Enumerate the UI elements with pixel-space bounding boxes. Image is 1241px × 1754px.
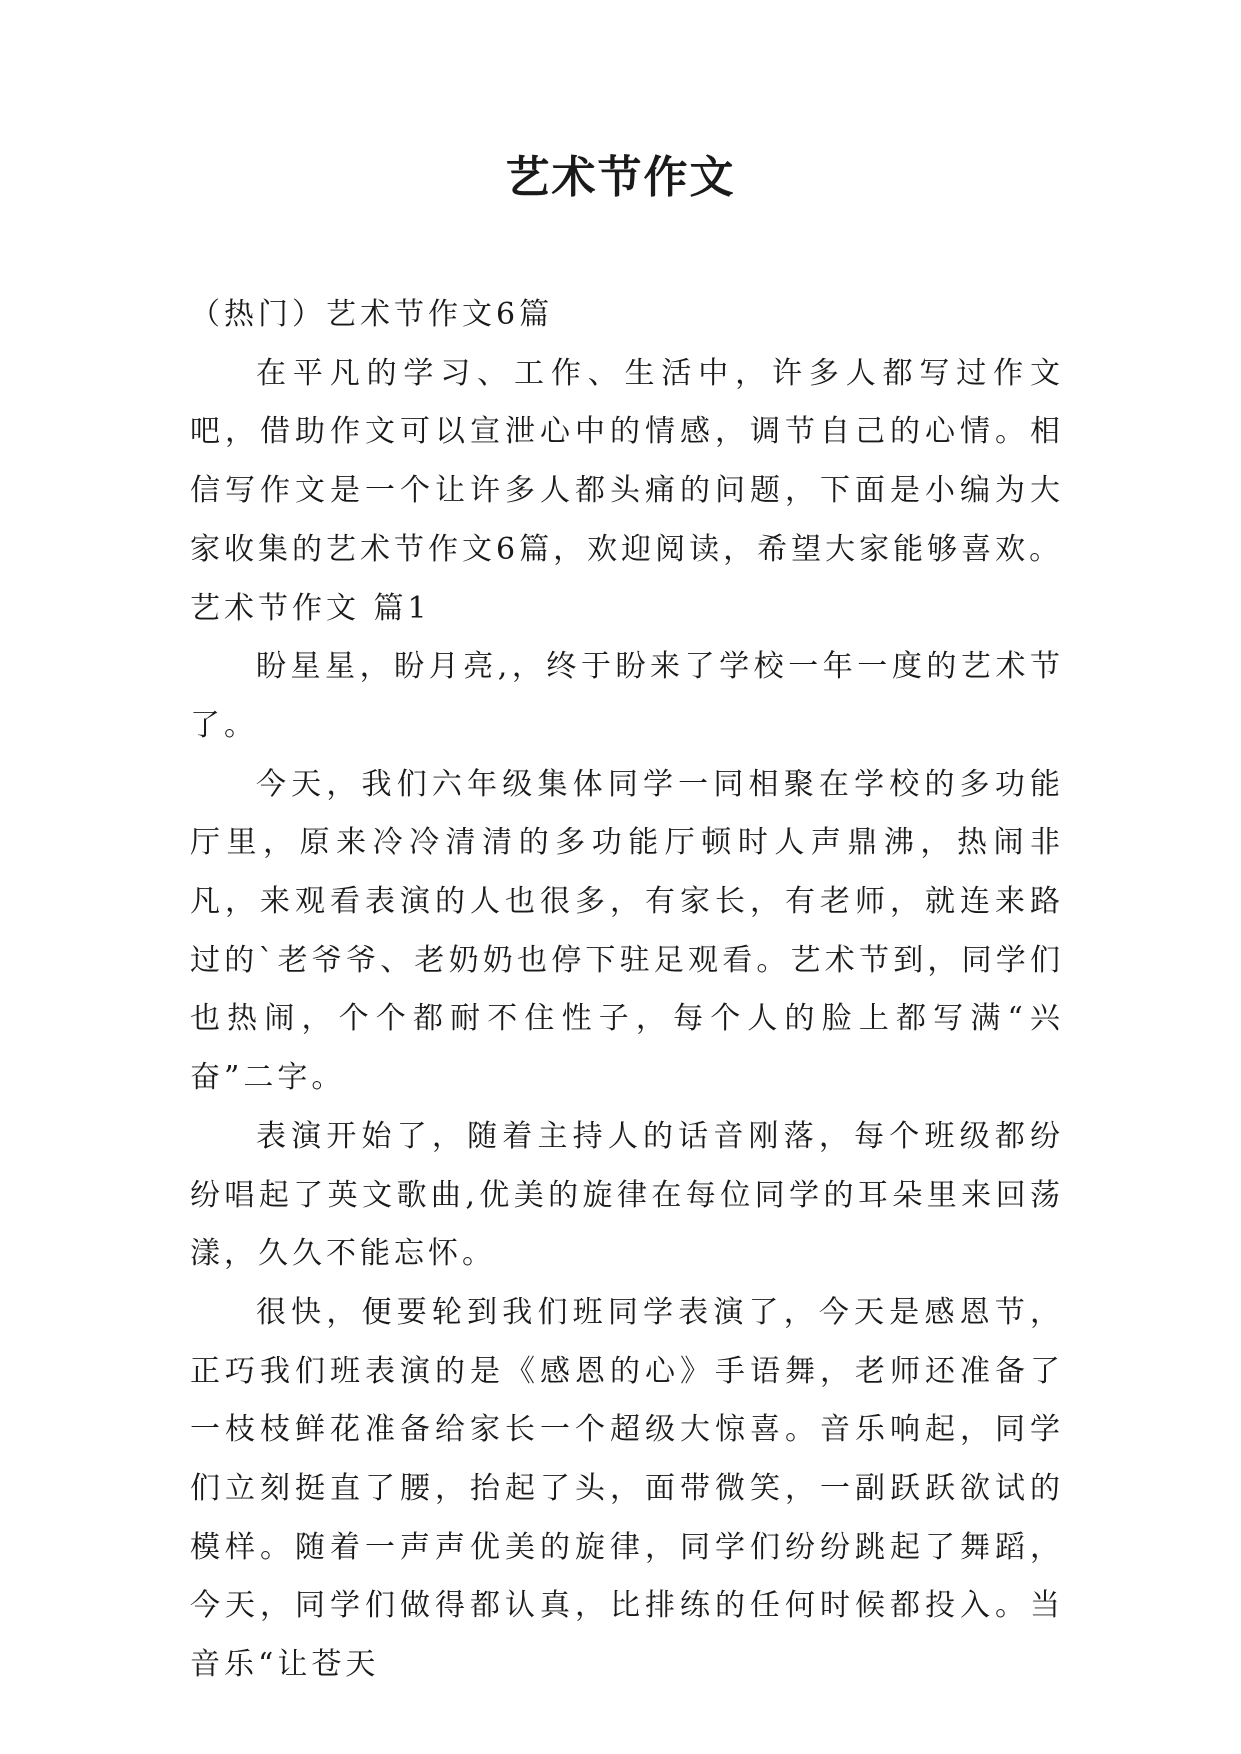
document-subtitle: （热门）艺术节作文6篇 (190, 297, 554, 332)
body-paragraph: 盼星星，盼月亮,，终于盼来了学校一年一度的艺术节了。 (190, 649, 1064, 743)
document-body (190, 286, 1064, 1695)
section-heading: 艺术节作文 篇1 (190, 590, 431, 626)
body-paragraph: 表演开始了，随着主持人的话音刚落，每个班级都纷纷唱起了英文歌曲,优美的旋律在每位同学的耳朵里来回荡漾，久久不能忘怀。 (190, 1118, 1064, 1272)
document-title: 艺术节作文 (505, 152, 736, 203)
body-paragraph: 今天，我们六年级集体同学一同相聚在学校的多功能厅里，原来冷冷清清的多功能厅顿时人声鼎沸，热闹非凡，来观看表演的人也很多，有家长，有老师，就连来路过的`老爷爷、老奶奶也停下驻足观看。艺术节到，同学们也热闹，个个都耐不住性子，每个人的脸上都写满“兴奋”二字。 (190, 766, 1064, 1096)
intro-paragraph: 在平凡的学习、工作、生活中，许多人都写过作文吧，借助作文可以宣泄心中的情感，调节自己的心情。相信写作文是一个让许多人都头痛的问题，下面是小编为大家收集的艺术节作文6篇，欢迎阅读，希望大家能够喜欢。 (190, 355, 1064, 567)
body-paragraph: 很快，便要轮到我们班同学表演了，今天是感恩节，正巧我们班表演的是《感恩的心》手语舞，老师还准备了一枝枝鲜花准备给家长一个超级大惊喜。音乐响起，同学们立刻挺直了腰，抬起了头，面带微笑，一副跃跃欲试的模样。随着一声声优美的旋律，同学们纷纷跳起了舞蹈，今天，同学们做得都认真，比排练的任何时候都投入。当音乐“让苍天 (190, 1294, 1064, 1683)
